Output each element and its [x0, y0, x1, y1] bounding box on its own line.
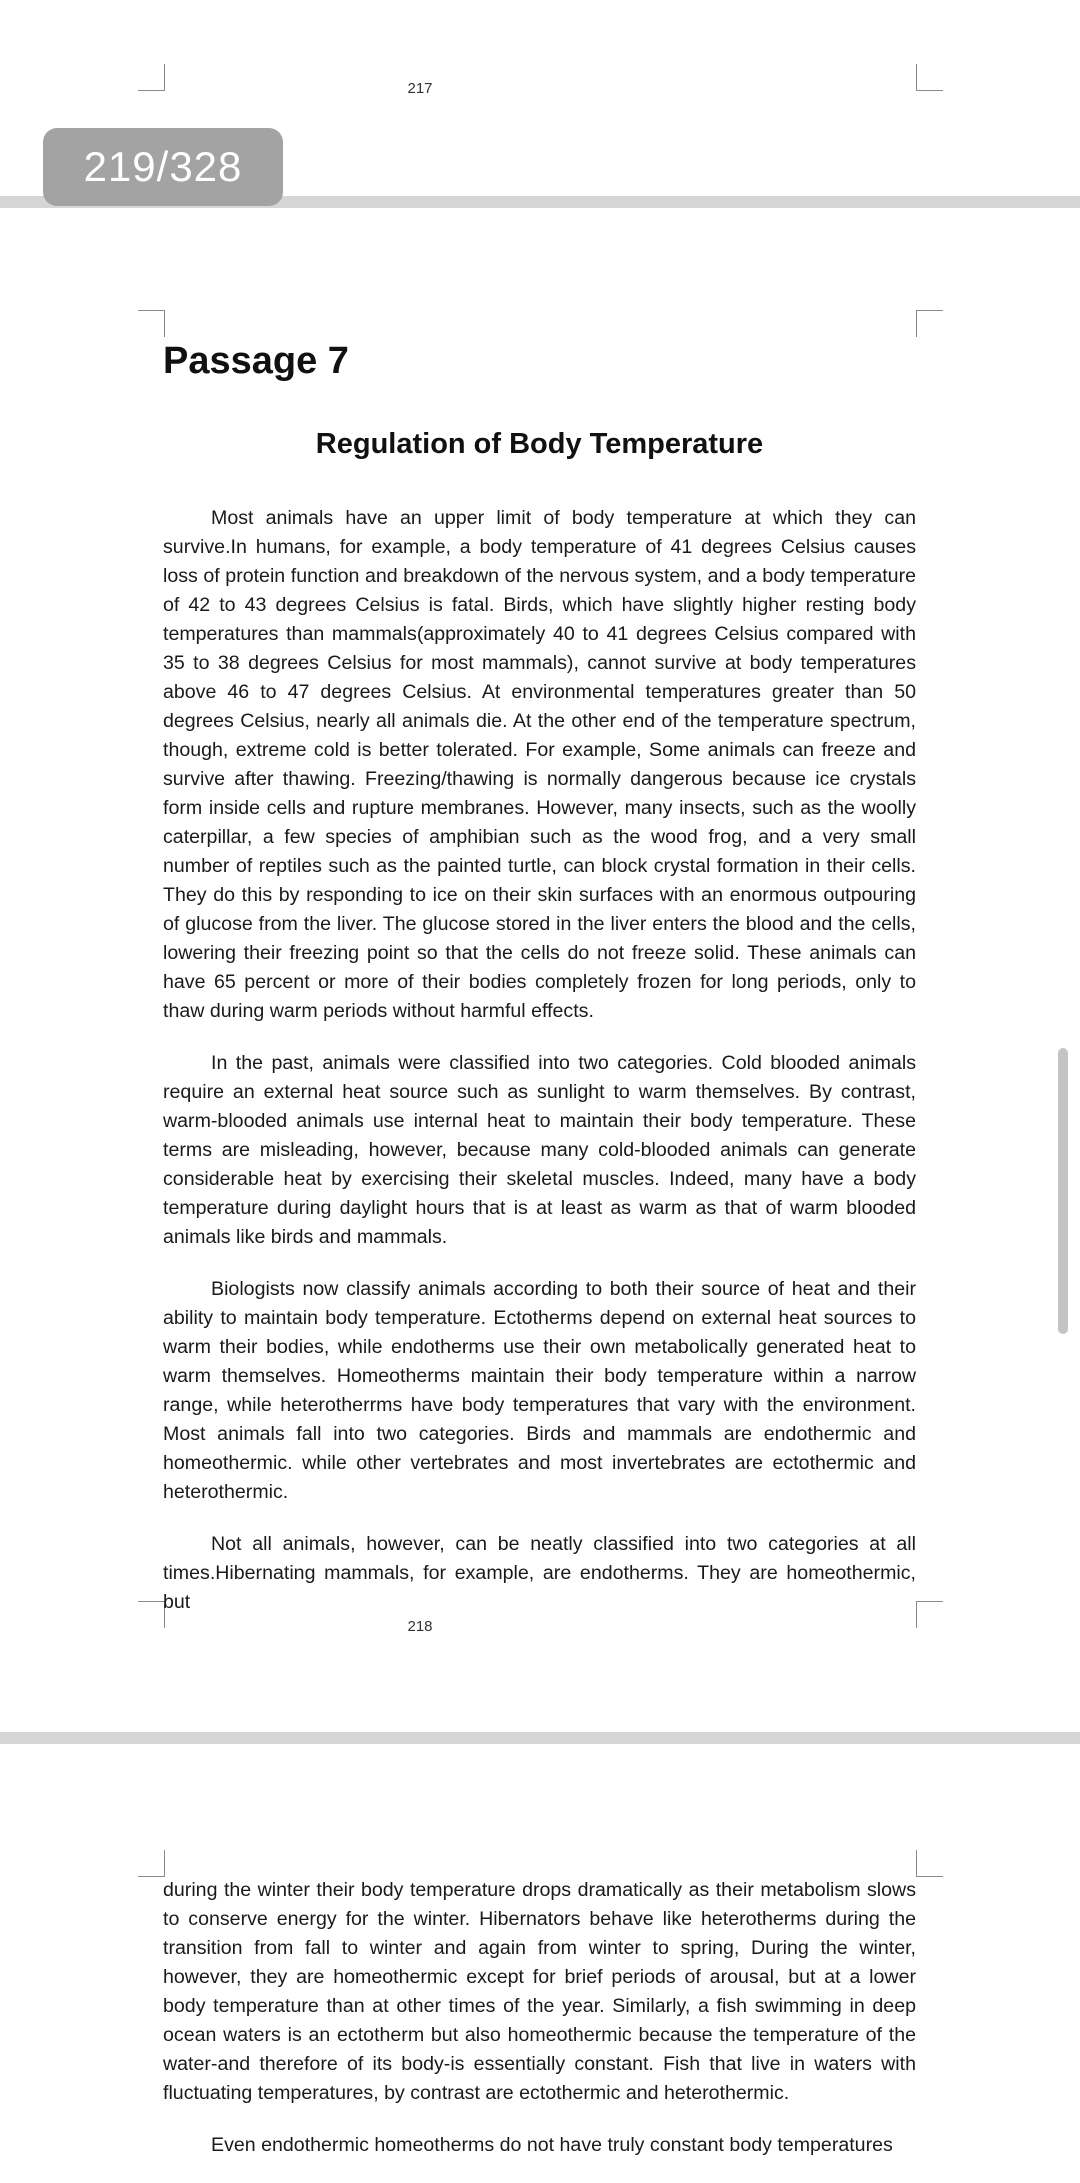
crop-mark-top-left	[138, 64, 165, 91]
crop-mark-bottom-right	[916, 1601, 943, 1628]
paragraph: during the winter their body temperature drops dramatically as their metabolism slows to conserve energy for the winter. Hibernators behave like heterotherms during the transition from fall to winter and again from winter to spring, During the winter, however, they are homeothermic except for brief periods of arousal, but at a lower body temperature than at other times of the year. Similarly, a fish swimming in deep ocean waters is an ectotherm but also homeothermic because the temperature of the water-and therefore of its body-is essentially constant. Fish that live in waters with fluctuating temperatures, by contrast are ectothermic and heterothermic.	[163, 1879, 916, 2104]
body-text-page-219	[163, 1876, 916, 2183]
document-title: Regulation of Body Temperature	[315, 428, 764, 460]
page-number: 218	[407, 1618, 433, 1635]
scrollbar-thumb[interactable]	[1058, 1048, 1068, 1334]
page-number: 217	[407, 80, 433, 97]
page-separator	[0, 1732, 1080, 1744]
crop-mark-top-left	[138, 1850, 165, 1877]
paragraph: In the past, animals were classified into two categories. Cold blooded animals require an external heat source such as sunlight to warm themselves. By contrast, warm-blooded animals use internal heat to maintain their body temperature. These terms are misleading, however, because many cold-blooded animals can generate considerable heat by exercising their skeletal muscles. Indeed, many have a body temperature during daylight hours that is at least as warm as that of warm blooded animals like birds and mammals.	[163, 1052, 916, 1248]
page-counter-badge: 219/328	[43, 128, 283, 206]
paragraph: Most animals have an upper limit of body temperature at which they can survive.In humans, for example, a body temperature of 41 degrees Celsius causes loss of protein function and breakdown of the nervous system, and a body temperature of 42 to 43 degrees Celsius is fatal. Birds, which have slightly higher resting body temperatures than mammals(approximately 40 to 41 degrees Celsius compared with 35 to 38 degrees Celsius for most mammals), cannot survive at body temperatures above 46 to 47 degrees Celsius. At environmental temperatures greater than 50 degrees Celsius, nearly all animals die. At the other end of the temperature spectrum, though, extreme cold is better tolerated. For example, Some animals can freeze and survive after thawing. Freezing/thawing is normally dangerous because ice crystals form inside cells and rupture membranes. However, many insects, such as the woolly caterpillar, a few species of amphibian such as the wood frog, and a very small number of reptiles such as the painted turtle, can block crystal formation in their cells. They do this by responding to ice on their skin surfaces with an enormous outpouring of glucose from the liver. The glucose stored in the liver enters the blood and the cells, lowering their freezing point so that the cells do not freeze solid. These animals can have 65 percent or more of their bodies completely frozen for long periods, only to thaw during warm periods without harmful effects.	[163, 507, 916, 1022]
body-text-page-218	[163, 504, 916, 1617]
paragraph: Not all animals, however, can be neatly classified into two categories at all times.Hibernating mammals, for example, are endotherms. They are homeothermic, but	[163, 1533, 916, 1613]
crop-mark-top-right	[916, 1850, 943, 1877]
crop-mark-top-right	[916, 310, 943, 337]
crop-mark-bottom-left	[138, 1601, 165, 1628]
paragraph: Even endothermic homeotherms do not have truly constant body temperatures	[211, 2134, 893, 2156]
paragraph: Biologists now classify animals according to both their source of heat and their ability to maintain body temperature. Ectotherms depend on external heat sources to warm their bodies, while endotherms use their own metabolically generated heat to warm themselves. Homeotherms maintain their body temperature within a narrow range, while heterotherrms have body temperatures that vary with the environment. Most animals fall into two categories. Birds and mammals are endothermic and homeothermic. while other vertebrates and most invertebrates are ectothermic and heterothermic.	[163, 1278, 916, 1503]
crop-mark-top-left	[138, 310, 165, 337]
passage-label: Passage 7	[163, 340, 349, 382]
crop-mark-top-right	[916, 64, 943, 91]
